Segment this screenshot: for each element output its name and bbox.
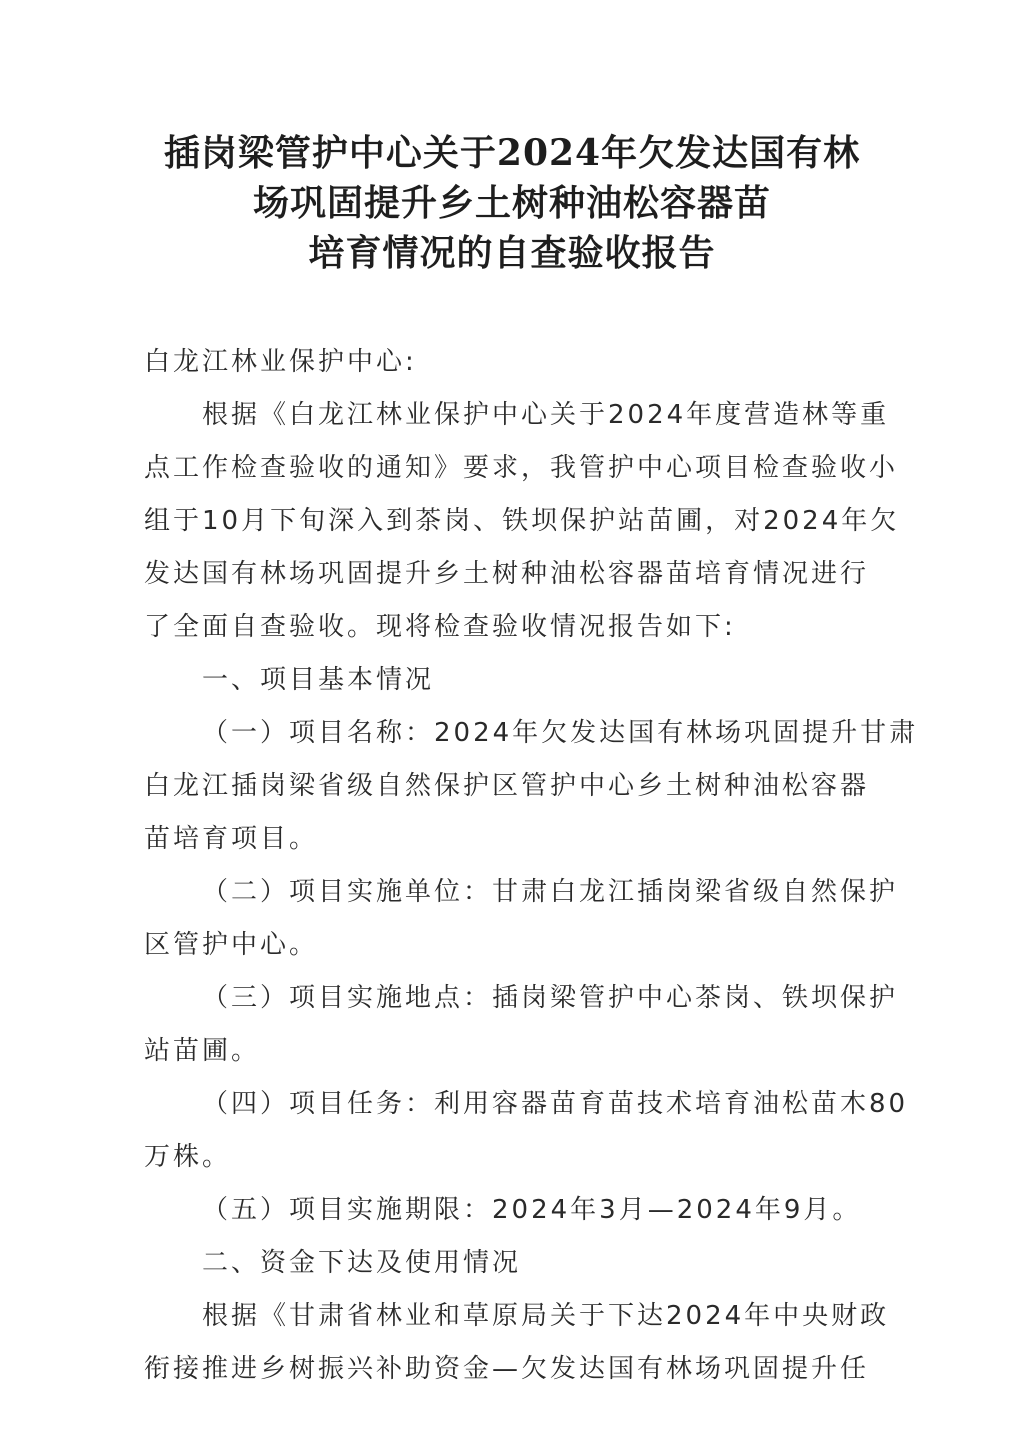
paragraph-line: （五）项目实施期限：2024年3月—2024年9月。 <box>202 1195 862 1225</box>
paragraph-line: 苗培育项目。 <box>144 824 319 854</box>
title-line: 插岗梁管护中心关于2024年欠发达国有林 <box>163 132 861 174</box>
paragraph-line: 站苗圃。 <box>144 1036 261 1066</box>
document-body <box>144 336 919 1396</box>
title-line: 培育情况的自查验收报告 <box>308 232 716 274</box>
paragraph-line: （四）项目任务：利用容器苗育苗技术培育油松苗木80 <box>202 1089 909 1119</box>
paragraph-line: （三）项目实施地点：插岗梁管护中心茶岗、铁坝保护 <box>202 983 899 1013</box>
paragraph-line: 白龙江插岗梁省级自然保护区管护中心乡土树种油松容器 <box>144 771 870 801</box>
title-line: 场巩固提升乡土树种油松容器苗 <box>252 182 771 224</box>
paragraph-line: （二）项目实施单位：甘肃白龙江插岗梁省级自然保护 <box>202 877 899 907</box>
document-title <box>0 128 1024 278</box>
section-heading: 一、项目基本情况 <box>202 665 435 695</box>
paragraph-line: 组于10月下旬深入到茶岗、铁坝保护站苗圃，对2024年欠 <box>144 506 900 536</box>
paragraph-line: 根据《甘肃省林业和草原局关于下达2024年中央财政 <box>202 1301 890 1331</box>
paragraph-line: 发达国有林场巩固提升乡土树种油松容器苗培育情况进行 <box>144 559 870 589</box>
paragraph-line: （一）项目名称：2024年欠发达国有林场巩固提升甘肃 <box>202 718 919 748</box>
paragraph-line: 衔接推进乡树振兴补助资金—欠发达国有林场巩固提升任 <box>144 1354 870 1384</box>
paragraph-line: 点工作检查验收的通知》要求，我管护中心项目检查验收小 <box>144 453 899 483</box>
paragraph-line: 万株。 <box>144 1142 232 1172</box>
paragraph-line: 了全面自查验收。现将检查验收情况报告如下: <box>144 612 736 642</box>
salutation: 白龙江林业保护中心: <box>144 347 417 377</box>
paragraph-line: 根据《白龙江林业保护中心关于2024年度营造林等重 <box>202 400 890 430</box>
section-heading: 二、资金下达及使用情况 <box>202 1248 522 1278</box>
paragraph-line: 区管护中心。 <box>144 930 319 960</box>
